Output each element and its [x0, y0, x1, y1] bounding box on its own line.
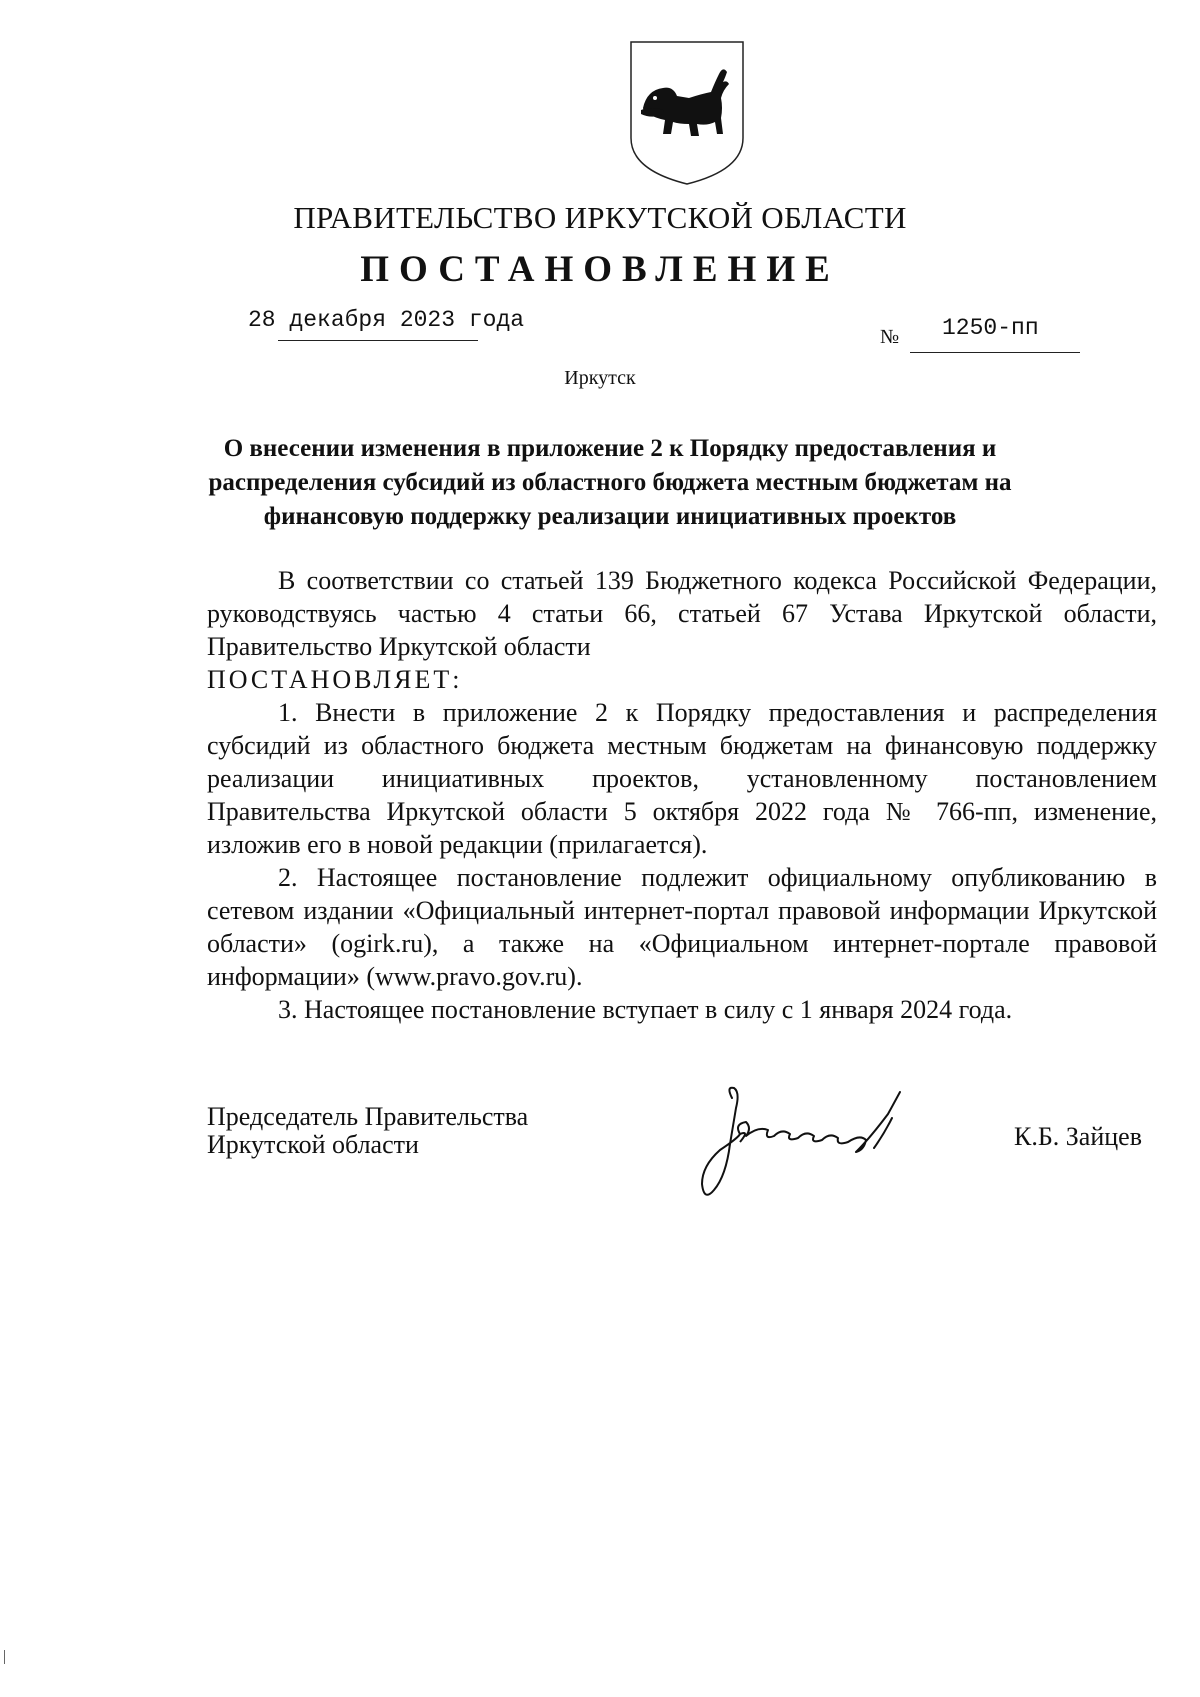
signer-position — [207, 1103, 607, 1159]
decree-item-3: 3. Настоящее постановление вступает в силу с 1 января 2024 года. — [278, 995, 1013, 1024]
scan-margin-mark — [4, 1650, 5, 1664]
document-date: 28 декабря 2023 года — [248, 307, 525, 333]
document-subject: О внесении изменения в приложение 2 к Порядку предоставления и распределения субсидий из областного бюджета местным бюджетам на финансовую поддержку реализации инициативных проектов — [208, 435, 1012, 530]
signer-position-line-2: Иркутской области — [207, 1130, 419, 1159]
preamble-paragraph: В соответствии со статьей 139 Бюджетного кодекса Российской Федерации, руководствуясь частью 4 статьи 66, статьей 67 Устава Иркутской области, Правительство Иркутской области — [207, 566, 1157, 661]
document-city: Иркутск — [564, 367, 636, 389]
document-number: 1250-пп — [942, 315, 1039, 341]
handwritten-signature — [680, 1078, 950, 1218]
number-sign: № — [880, 326, 900, 348]
decree-word: ПОСТАНОВЛЯЕТ: — [207, 665, 463, 694]
irkutsk-coat-of-arms-icon — [627, 38, 747, 188]
government-name: ПРАВИТЕЛЬСТВО ИРКУТСКОЙ ОБЛАСТИ — [293, 200, 907, 235]
document-type: ПОСТАНОВЛЕНИЕ — [360, 249, 840, 290]
decree-item-1: 1. Внести в приложение 2 к Порядку предоставления и распределения субсидий из областного бюджета местным бюджетам на финансовую поддержку реализации инициативных проектов, установленному постановлением Правительства Иркутской области 5 октября 2022 года № 766-пп, изменение, изложив его в новой редакции (прилагается). — [207, 698, 1157, 859]
document-body — [207, 564, 1157, 1026]
date-underline — [278, 340, 478, 341]
decree-item-2: 2. Настоящее постановление подлежит официальному опубликованию в сетевом издании «Официальный интернет-портал правовой информации Иркутской области» (ogirk.ru), а также на «Официальном интернет-портале правовой информации» (www.pravo.gov.ru). — [207, 863, 1157, 991]
number-underline — [910, 352, 1080, 353]
signer-position-line-1: Председатель Правительства — [207, 1102, 529, 1131]
signer-name: К.Б. Зайцев — [1014, 1122, 1142, 1151]
